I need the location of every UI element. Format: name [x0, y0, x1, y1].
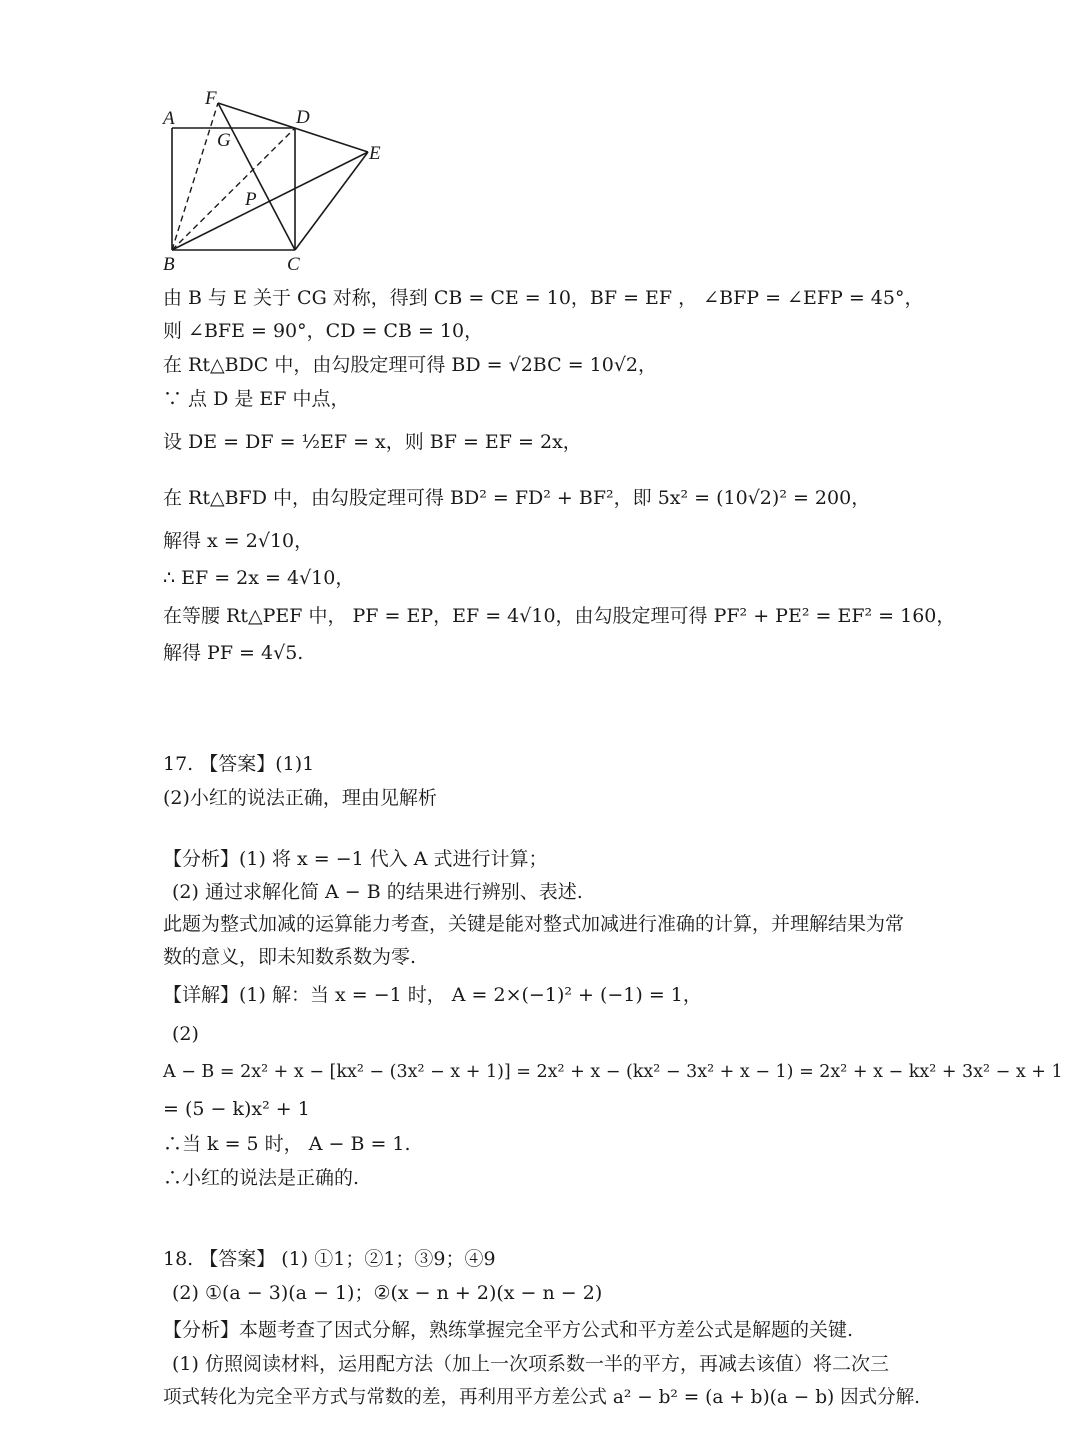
- q17-analysis-line: (2) 通过求解化简 A − B 的结果进行辨别、表述.: [172, 881, 583, 903]
- q17-detail-line: ∴小红的说法是正确的.: [163, 1167, 360, 1189]
- q17-analysis-line: 数的意义，即未知数系数为零.: [163, 946, 417, 968]
- q17-detail-line: A − B = 2x² + x − [kx² − (3x² − x + 1)] = 2x² + x − (kx² − 3x² + x − 1) = 2x² + x − kx² + 3x² − x + 1: [163, 1062, 1063, 1082]
- label-E: E: [369, 143, 381, 164]
- solution-line: ∵ 点 D 是 EF 中点，: [163, 388, 350, 410]
- label-A: A: [163, 108, 175, 129]
- label-C: C: [287, 254, 300, 275]
- q18-analysis-line: 【分析】本题考查了因式分解，熟练掌握完全平方公式和平方差公式是解题的关键.: [163, 1319, 854, 1341]
- solution-line: 设 DE = DF = ½EF = x，则 BF = EF = 2x，: [163, 431, 582, 453]
- solution-line: 在等腰 Rt△PEF 中， PF = EP，EF = 4√10，由勾股定理可得 PF² + PE² = EF² = 160，: [163, 605, 956, 627]
- solution-line: 则 ∠BFE = 90°，CD = CB = 10，: [163, 320, 484, 342]
- solution-line: ∴ EF = 2x = 4√10，: [163, 567, 355, 589]
- q17-answer: 17. 【答案】(1)1: [163, 753, 315, 775]
- solution-line: 解得 x = 2√10，: [163, 530, 314, 552]
- q17-answer-part2: (2)小红的说法正确，理由见解析: [163, 787, 437, 809]
- segment-BE: [172, 152, 368, 250]
- q17-detail-line: ∴当 k = 5 时， A − B = 1.: [163, 1133, 411, 1155]
- q17-analysis-line: 【分析】(1) 将 x = −1 代入 A 式进行计算；: [163, 848, 548, 870]
- q17-detail-line: 【详解】(1) 解：当 x = −1 时， A = 2×(−1)² + (−1) = 1，: [163, 984, 702, 1006]
- q17-detail-line: = (5 − k)x² + 1: [163, 1098, 310, 1120]
- label-P: P: [245, 189, 257, 210]
- q18-answer-part2: (2) ①(a − 3)(a − 1)；②(x − n + 2)(x − n − 2): [172, 1282, 603, 1304]
- q18-analysis-line: (1) 仿照阅读材料，运用配方法（加上一次项系数一半的平方，再减去该值）将二次三: [172, 1353, 889, 1375]
- segment-EC: [295, 152, 368, 250]
- solution-line: 由 B 与 E 关于 CG 对称，得到 CB = CE = 10，BF = EF ， ∠BFP = ∠EFP = 45°，: [163, 287, 924, 309]
- solution-line: 在 Rt△BFD 中，由勾股定理可得 BD² = FD² + BF²，即 5x² = (10√2)² = 200，: [163, 487, 871, 509]
- q17-analysis-line: 此题为整式加减的运算能力考查，关键是能对整式加减进行准确的计算，并理解结果为常: [163, 913, 905, 935]
- q17-detail-line: (2): [172, 1023, 199, 1045]
- label-B: B: [163, 254, 175, 275]
- q18-answer: 18. 【答案】 (1) ①1；②1；③9；④9: [163, 1248, 496, 1270]
- q18-analysis-line: 项式转化为完全平方式与常数的差，再利用平方差公式 a² − b² = (a + b)(a − b) 因式分解.: [163, 1387, 921, 1408]
- label-D: D: [296, 107, 310, 128]
- geometry-figure: [150, 84, 400, 276]
- solution-line: 解得 PF = 4√5.: [163, 642, 304, 664]
- label-G: G: [217, 130, 231, 151]
- solution-line: 在 Rt△BDC 中，由勾股定理可得 BD = √2BC = 10√2，: [163, 354, 658, 376]
- label-F: F: [205, 88, 217, 109]
